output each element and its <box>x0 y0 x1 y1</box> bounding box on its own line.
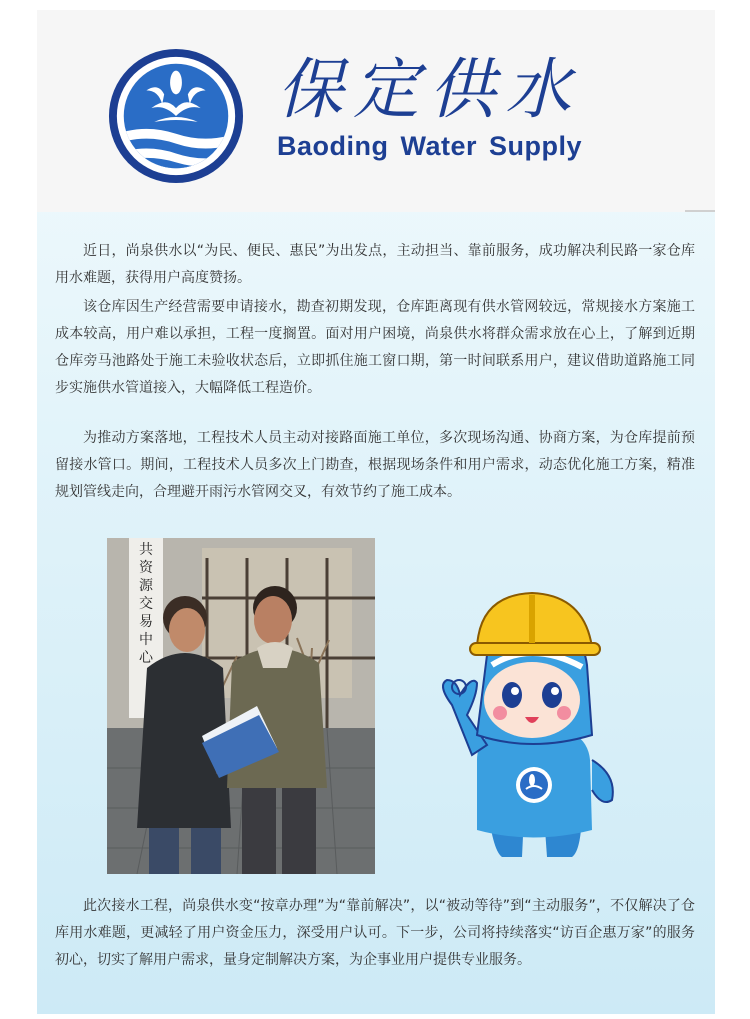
water-supply-logo-icon <box>107 47 245 185</box>
paragraph-1: 近日，尚泉供水以“为民、便民、惠民”为出发点，主动担当、靠前服务，成功解决利民路一家仓库用水难题，获得用户高度赞扬。 <box>55 243 695 286</box>
article-card <box>37 10 715 1014</box>
brand-header <box>37 10 715 212</box>
paragraph-4: 此次接水工程，尚泉供水变“按章办理”为“靠前解决”，以“被动等待”到“主动服务”，不仅解决了仓库用水难题，更减轻了用户资金压力，深受用户认可。下一步，公司将持续落实“访百企惠万家”的服务初心，切实了解用户需求，量身定制解决方案，为企事业用户提供专业服务。 <box>55 898 695 968</box>
paragraph-2: 该仓库因生产经营需要申请接水，勘查初期发现，仓库距离现有供水管网较远，常规接水方案施工成本较高，用户难以承担，工程一度搁置。面对用户困境，尚泉供水将群众需求放在心上，了解到近期仓库旁马池路处于施工未验收状态后，立即抓住施工窗口期，第一时间联系用户，建议借助道路施工同步实施供水管道接入，大幅降低工程造价。 <box>55 299 695 396</box>
header-divider <box>685 210 715 212</box>
site-visit-photo <box>107 538 375 874</box>
paragraph-3: 为推动方案落地，工程技术人员主动对接路面施工单位，多次现场沟通、协商方案，为仓库提前预留接水管口。期间，工程技术人员多次上门勘查，根据现场条件和用户需求，动态优化施工方案，精准规划管线走向，合理避开雨污水管网交叉，有效节约了施工成本。 <box>55 430 695 500</box>
photo-signage: 共资源交易中心 <box>139 542 153 666</box>
brand-name-cn: 保定供水 <box>277 51 581 128</box>
water-drop-mascot <box>432 585 632 870</box>
brand-name-en: Baoding Water Supply <box>277 131 583 161</box>
